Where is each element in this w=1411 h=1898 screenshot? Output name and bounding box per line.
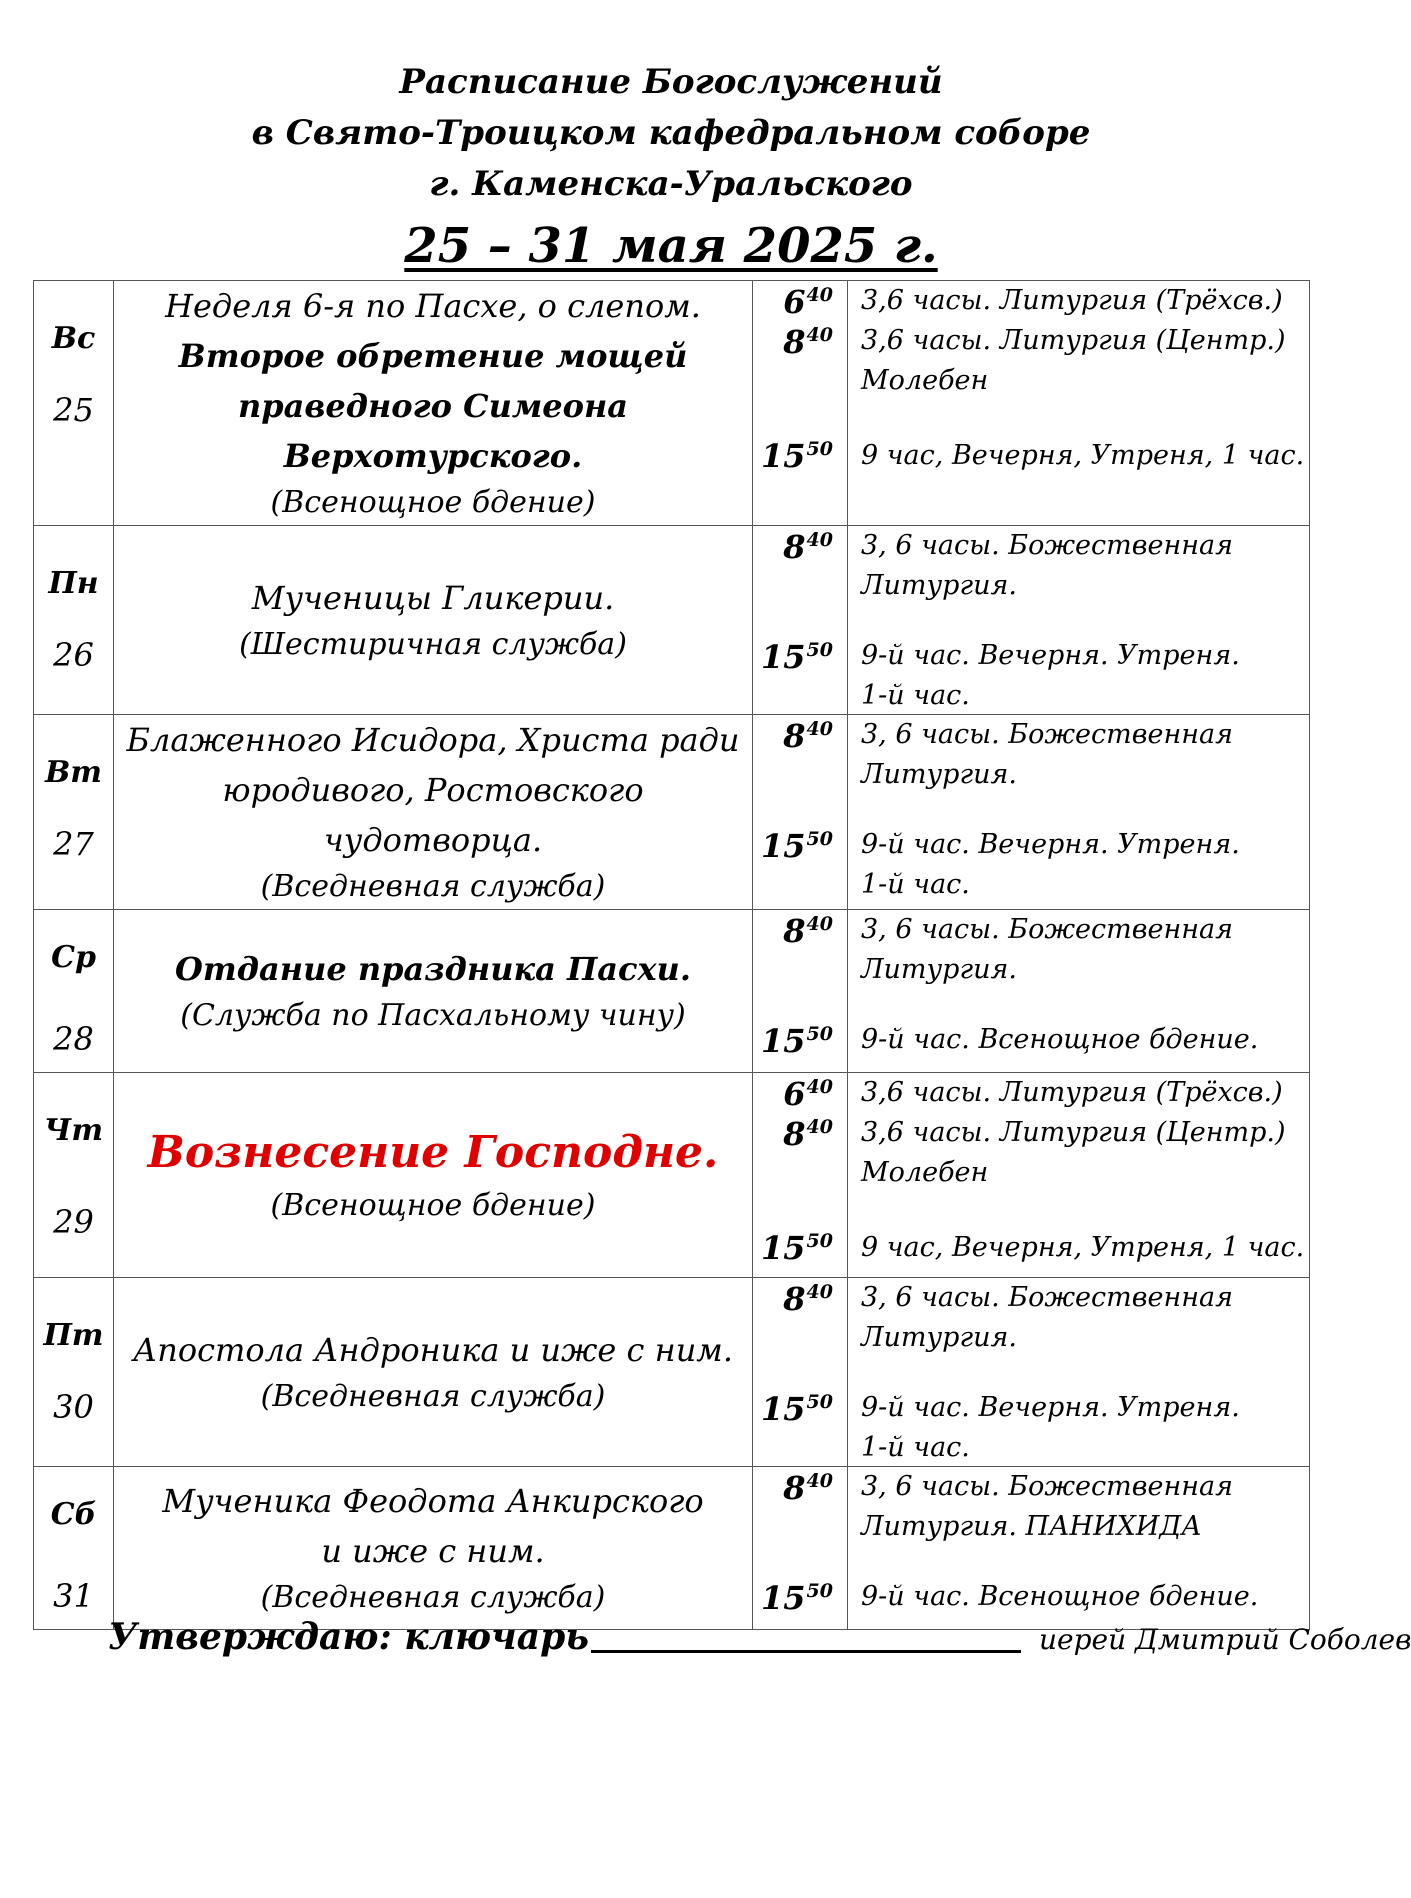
- day-cell: [34, 1073, 114, 1278]
- time-hour: 6: [783, 283, 806, 321]
- services-cell: [848, 526, 1310, 715]
- time-hour: 8: [783, 912, 806, 950]
- service-time: [761, 1390, 833, 1428]
- service-line: 3,6 часы. Литургия (Центр.): [861, 1117, 1286, 1148]
- feast-line: (Шестиричная служба): [239, 627, 627, 662]
- service-line: 3, 6 часы. Божественная: [861, 1471, 1234, 1502]
- title-line-1: Расписание Богослужений: [399, 62, 943, 102]
- time-minute: 50: [806, 1580, 833, 1602]
- service-line: Молебен: [861, 1157, 989, 1188]
- feast-line: Мученика Феодота Анкирского: [162, 1482, 704, 1520]
- signature-line: [591, 1620, 1021, 1653]
- time-hour: 15: [761, 827, 806, 865]
- feast-line: (Вседневная служба): [260, 1379, 606, 1414]
- feast-line: (Всенощное бдение): [270, 485, 596, 520]
- service-line: 9 час, Вечерня, Утреня, 1 час.: [861, 1232, 1305, 1263]
- day-number: 29: [53, 1203, 94, 1241]
- feast-cell: [114, 1467, 753, 1630]
- service-line: 1-й час.: [861, 680, 970, 711]
- service-line: Литургия.: [861, 954, 1017, 985]
- time-minute: 40: [806, 1470, 833, 1492]
- day-number: 31: [53, 1577, 94, 1615]
- time-hour: 8: [783, 1469, 806, 1507]
- feast-line: Блаженного Исидора, Христа ради: [126, 721, 740, 759]
- service-line: Литургия. ПАНИХИДА: [861, 1511, 1202, 1542]
- time-minute: 50: [806, 1023, 833, 1045]
- time-hour: 8: [783, 717, 806, 755]
- time-hour: 15: [761, 638, 806, 676]
- service-line: Молебен: [861, 365, 989, 396]
- approval-line: [108, 1616, 1411, 1658]
- date-range: [0, 218, 1342, 274]
- feast-line: Отдание праздника Пасхи.: [175, 950, 691, 988]
- time-hour: 15: [761, 1022, 806, 1060]
- service-line: 3, 6 часы. Божественная: [861, 914, 1234, 945]
- title-line-2: в Свято-Троицком кафедральном соборе: [251, 113, 1091, 153]
- feast-line: Апостола Андроника и иже с ним.: [132, 1331, 733, 1369]
- time-cell: [753, 1278, 848, 1467]
- day-cell: [34, 281, 114, 526]
- time-hour: 6: [783, 1075, 806, 1113]
- time-hour: 8: [783, 1280, 806, 1318]
- service-time: [783, 1280, 833, 1318]
- service-line: 9-й час. Вечерня. Утреня.: [861, 829, 1240, 860]
- time-hour: 8: [783, 323, 806, 361]
- feast-line: Неделя 6-я по Пасхе, о слепом.: [165, 287, 701, 325]
- service-line: 3,6 часы. Литургия (Трёхсв.): [861, 1077, 1283, 1108]
- feast-cell: [114, 715, 753, 910]
- time-cell: [753, 526, 848, 715]
- time-cell: [753, 715, 848, 910]
- time-hour: 15: [761, 1229, 806, 1267]
- day-cell: [34, 1278, 114, 1467]
- weekday-label: Вс: [51, 321, 96, 356]
- feast-line: (Служба по Пасхальному чину): [180, 998, 686, 1033]
- time-hour: 15: [761, 437, 806, 475]
- signer-name: иерей Дмитрий Соболев: [1039, 1623, 1411, 1656]
- feast-line: (Вседневная служба): [260, 869, 606, 904]
- service-line: 9-й час. Вечерня. Утреня.: [861, 1392, 1240, 1423]
- service-line: 9 час, Вечерня, Утреня, 1 час.: [861, 440, 1305, 471]
- time-cell: [753, 1073, 848, 1278]
- day-number: 30: [53, 1388, 94, 1426]
- time-minute: 50: [806, 438, 833, 460]
- service-line: 9-й час. Всенощное бдение.: [861, 1024, 1259, 1055]
- weekday-label: Сб: [50, 1497, 97, 1532]
- service-line: 1-й час.: [861, 869, 970, 900]
- service-line: 9-й час. Всенощное бдение.: [861, 1581, 1259, 1612]
- feast-line: (Вседневная служба): [260, 1580, 606, 1615]
- time-minute: 50: [806, 828, 833, 850]
- weekday-label: Вт: [44, 755, 103, 790]
- schedule-row: [34, 281, 1310, 526]
- time-hour: 8: [783, 528, 806, 566]
- services-cell: [848, 281, 1310, 526]
- weekday-label: Ср: [51, 940, 96, 975]
- time-minute: 50: [806, 639, 833, 661]
- time-hour: 8: [783, 1115, 806, 1153]
- day-number: 28: [53, 1020, 94, 1058]
- service-time: [783, 912, 833, 950]
- service-line: 1-й час.: [861, 1432, 970, 1463]
- service-line: 3,6 часы. Литургия (Трёхсв.): [861, 285, 1283, 316]
- weekday-label: Пт: [43, 1318, 104, 1353]
- time-minute: 50: [806, 1391, 833, 1413]
- time-hour: 15: [761, 1579, 806, 1617]
- service-time: [783, 1469, 833, 1507]
- day-number: 25: [53, 391, 94, 429]
- time-cell: [753, 1467, 848, 1630]
- time-hour: 15: [761, 1390, 806, 1428]
- feast-cell: [114, 1073, 753, 1278]
- time-minute: 50: [806, 1230, 833, 1252]
- schedule-row: [34, 910, 1310, 1073]
- service-line: Литургия.: [861, 1322, 1017, 1353]
- feast-line: юродивого, Ростовского чудотворца.: [222, 771, 644, 859]
- schedule-row: [34, 1073, 1310, 1278]
- feast-line: Второе обретение мощей: [178, 337, 688, 375]
- services-cell: [848, 1278, 1310, 1467]
- time-cell: [753, 281, 848, 526]
- service-line: 3,6 часы. Литургия (Центр.): [861, 325, 1286, 356]
- day-cell: [34, 1467, 114, 1630]
- feast-line: Мученицы Гликерии.: [251, 579, 615, 617]
- service-time: [761, 437, 833, 475]
- time-minute: 40: [806, 1281, 833, 1303]
- schedule-row: [34, 526, 1310, 715]
- day-number: 26: [53, 636, 94, 674]
- service-time: [783, 323, 833, 361]
- approve-label: Утверждаю: ключарь: [108, 1616, 590, 1658]
- service-line: Литургия.: [861, 570, 1017, 601]
- service-time: [761, 638, 833, 676]
- feast-line: (Всенощное бдение): [270, 1188, 596, 1223]
- day-cell: [34, 526, 114, 715]
- time-minute: 40: [806, 913, 833, 935]
- service-line: 3, 6 часы. Божественная: [861, 530, 1234, 561]
- feast-line: и иже с ним.: [321, 1532, 545, 1570]
- services-cell: [848, 1073, 1310, 1278]
- time-minute: 40: [806, 718, 833, 740]
- date-range-text: 25 – 31 мая 2025 г.: [404, 218, 938, 274]
- time-minute: 40: [806, 284, 833, 306]
- time-minute: 40: [806, 1076, 833, 1098]
- time-minute: 40: [806, 1116, 833, 1138]
- service-line: 9-й час. Вечерня. Утреня.: [861, 640, 1240, 671]
- feast-cell: [114, 281, 753, 526]
- schedule-row: [34, 715, 1310, 910]
- weekday-label: Чт: [43, 1113, 104, 1148]
- schedule-table: [33, 280, 1310, 1630]
- service-time: [761, 1022, 833, 1060]
- service-line: Литургия.: [861, 759, 1017, 790]
- services-cell: [848, 910, 1310, 1073]
- services-cell: [848, 1467, 1310, 1630]
- feast-cell: [114, 526, 753, 715]
- time-minute: 40: [806, 529, 833, 551]
- schedule-row: [34, 1278, 1310, 1467]
- time-minute: 40: [806, 324, 833, 346]
- service-time: [783, 1075, 833, 1113]
- feast-line: Вознесение Господне.: [147, 1127, 719, 1178]
- service-time: [783, 283, 833, 321]
- day-cell: [34, 910, 114, 1073]
- service-line: 3, 6 часы. Божественная: [861, 719, 1234, 750]
- feast-cell: [114, 1278, 753, 1467]
- time-cell: [753, 910, 848, 1073]
- weekday-label: Пн: [48, 566, 99, 601]
- feast-line: праведного Симеона Верхотурского.: [237, 387, 629, 475]
- services-cell: [848, 715, 1310, 910]
- service-line: 3, 6 часы. Божественная: [861, 1282, 1234, 1313]
- day-cell: [34, 715, 114, 910]
- day-number: 27: [53, 825, 94, 863]
- feast-cell: [114, 910, 753, 1073]
- service-time: [761, 1579, 833, 1617]
- service-time: [761, 1229, 833, 1267]
- service-time: [761, 827, 833, 865]
- title-line-3: г. Каменска-Уральского: [429, 164, 913, 204]
- service-time: [783, 1115, 833, 1153]
- schedule-row: [34, 1467, 1310, 1630]
- service-time: [783, 528, 833, 566]
- service-time: [783, 717, 833, 755]
